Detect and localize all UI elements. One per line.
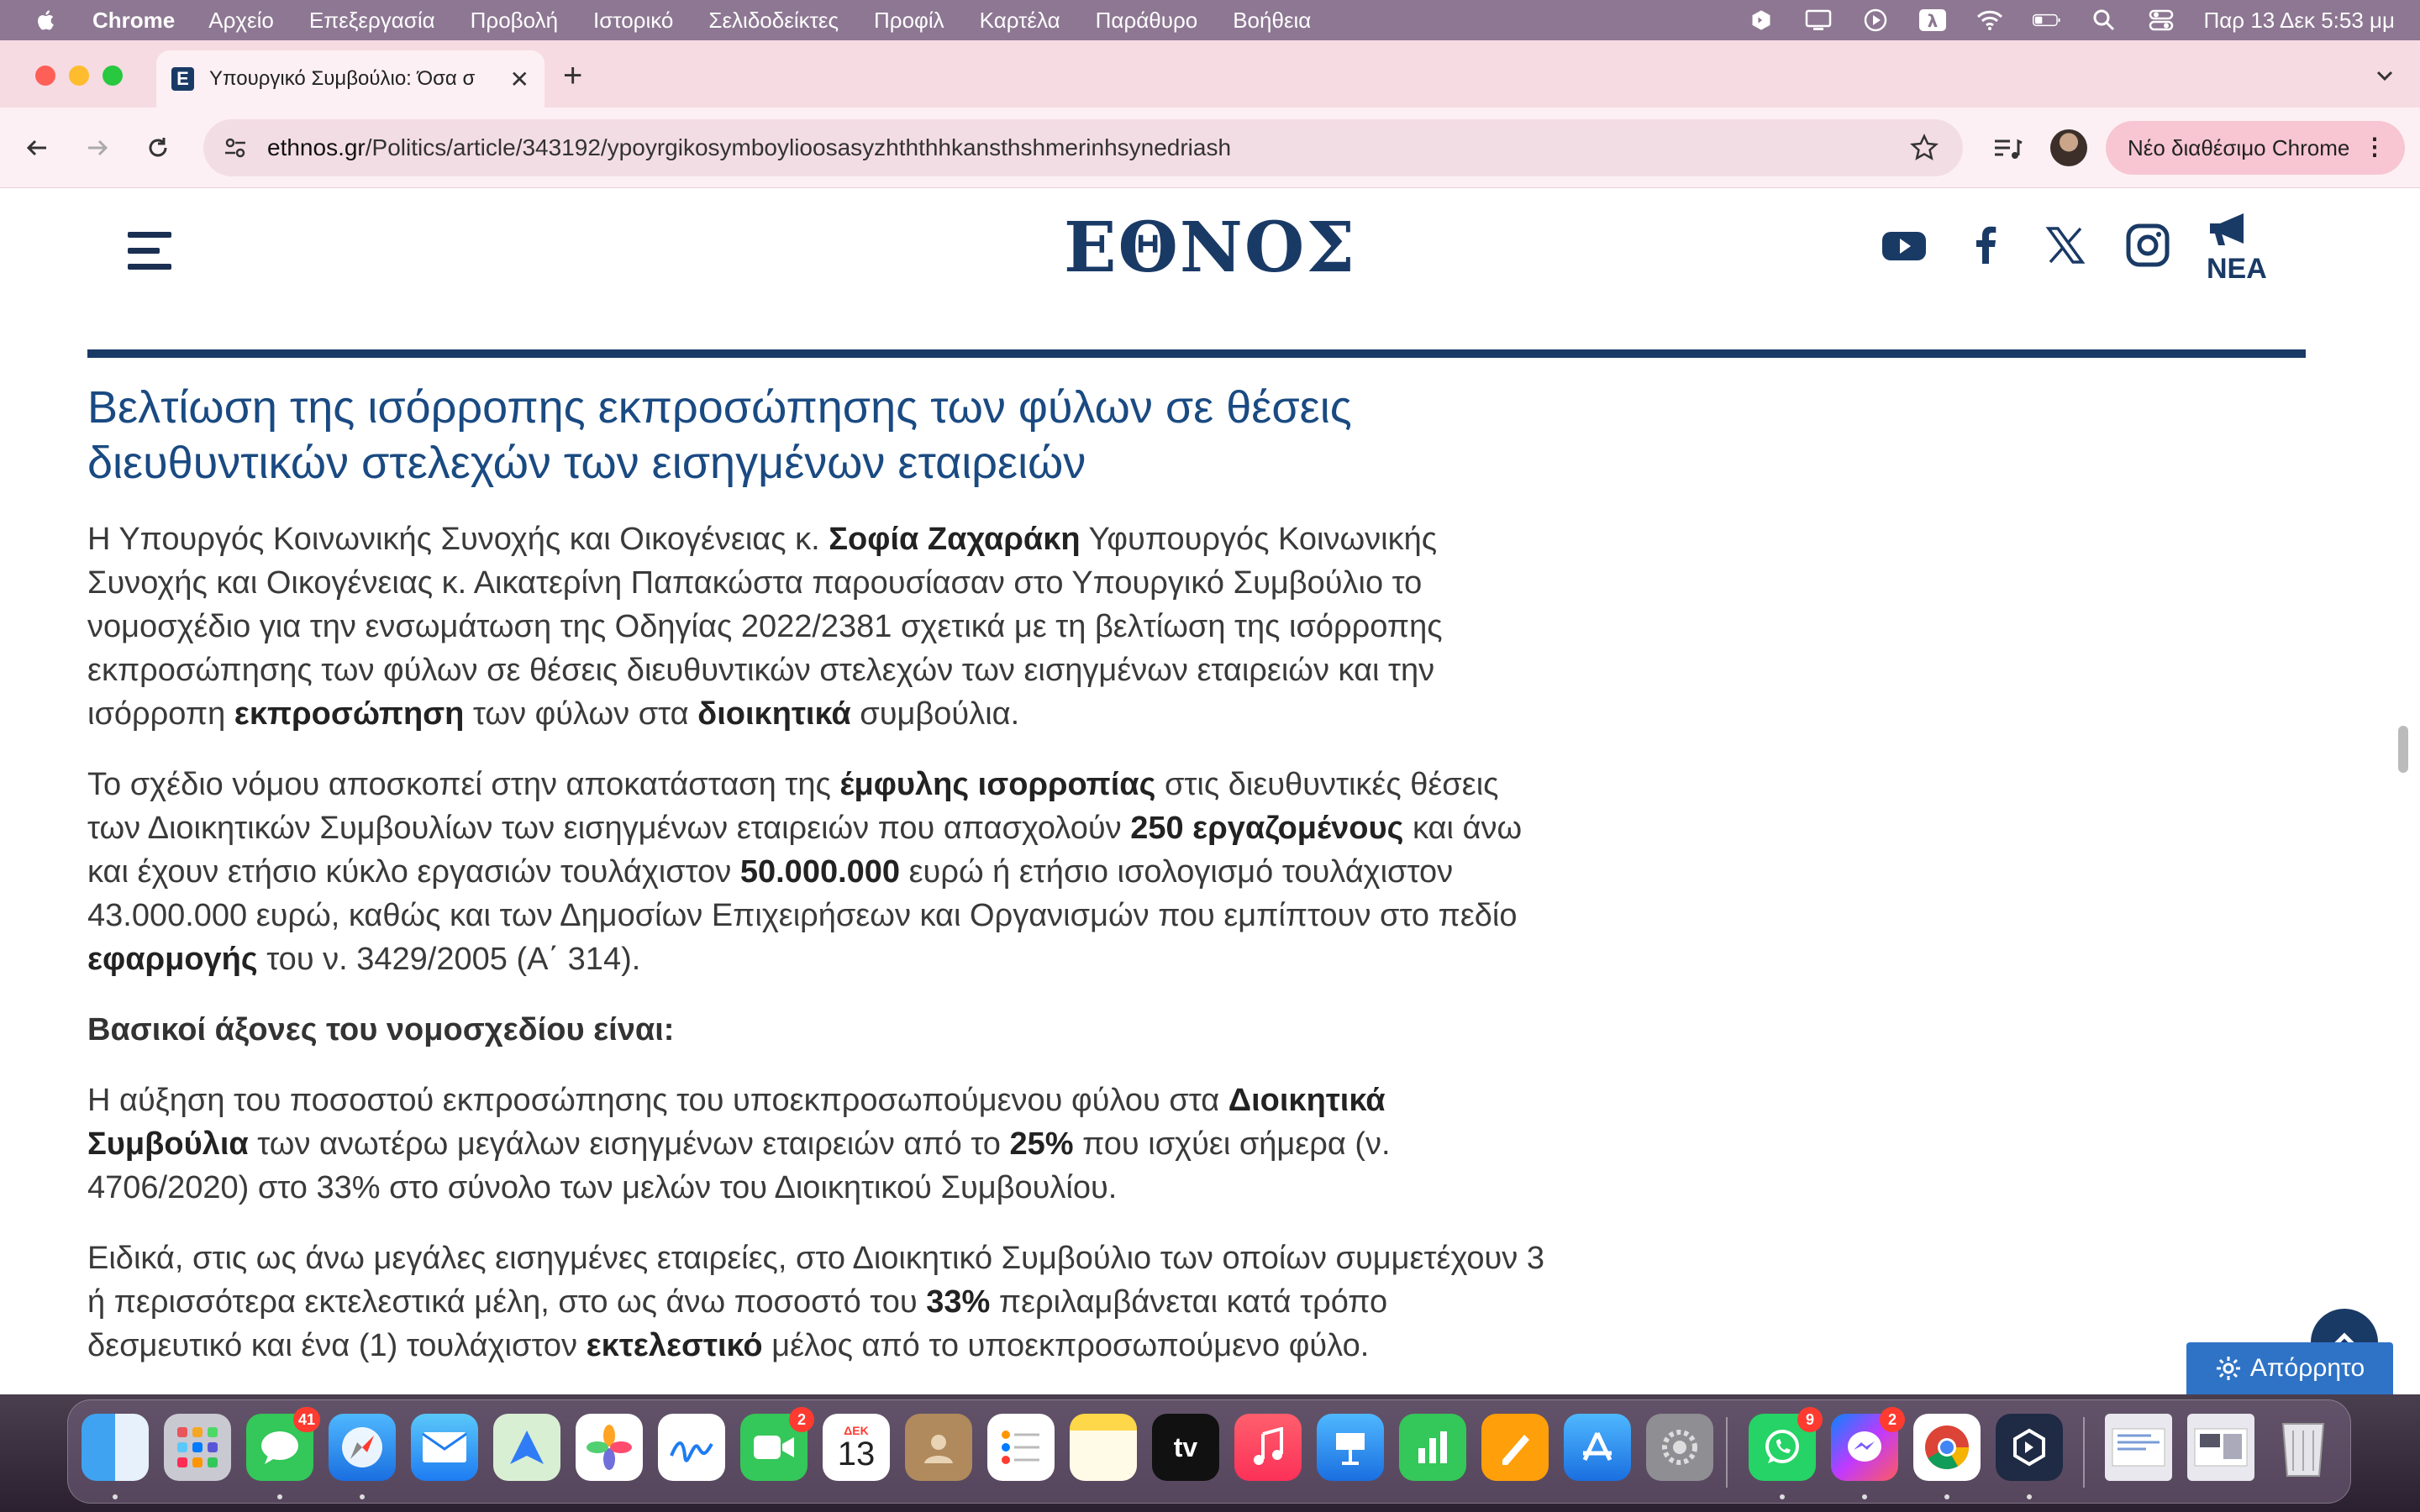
privacy-settings-button[interactable]	[2186, 1342, 2393, 1394]
more-menu-icon[interactable]: ⋮	[2363, 134, 2386, 160]
menu-history[interactable]: Ιστορικό	[593, 7, 674, 33]
downloads-stack-icon[interactable]	[2105, 1414, 2172, 1481]
menubar-status-area	[1747, 0, 2396, 40]
messenger-icon[interactable]	[1831, 1410, 1898, 1481]
screen-mirroring-icon[interactable]	[1804, 8, 1833, 32]
apple-tv-icon[interactable]	[1152, 1414, 1219, 1481]
spotlight-search-icon[interactable]	[2090, 8, 2118, 32]
freeform-icon[interactable]	[658, 1414, 725, 1481]
page-scrollbar-thumb[interactable]	[2398, 726, 2408, 773]
calendar-day: 13	[837, 1436, 876, 1473]
menu-app-name[interactable]: Chrome	[92, 7, 176, 33]
apple-tv-label: tv	[1173, 1431, 1198, 1462]
article-subheading: Βασικοί άξονες του νομοσχεδίου είναι:	[87, 1012, 675, 1047]
chrome-window	[0, 40, 2420, 1394]
url-text	[267, 134, 1231, 161]
desktop-background	[0, 1394, 2420, 1512]
pages-icon[interactable]	[1481, 1414, 1549, 1481]
dock-separator	[1726, 1417, 1728, 1488]
menu-bookmarks[interactable]: Σελιδοδείκτες	[708, 7, 839, 33]
gear-icon	[2215, 1355, 2242, 1382]
messenger-badge: 2	[1880, 1407, 1905, 1432]
menu-tab[interactable]: Καρτέλα	[979, 7, 1060, 33]
dock-running-indicator	[113, 1494, 118, 1499]
header-divider	[87, 349, 2306, 358]
forward-button[interactable]	[81, 131, 114, 165]
article-paragraph-4: Ειδικά, στις ως άνω μεγάλες εισηγμένες εταιρείες, στο Διοικητικό Συμβούλιο των οποίων συμμετέχουν 3 ή περισσότερα εκτελεστικά μέλη, στο ως άνω ποσοστό του 33% περιλαμβάνεται κατά τρόπο δεσμευτικό και ένα (1) τουλάχιστον εκτελεστικό μέλος από το υποεκπροσωπούμενο φύλο.	[87, 1241, 1544, 1363]
menu-view[interactable]: Προβολή	[470, 7, 559, 33]
privacy-label: Απόρρητο	[2249, 1354, 2365, 1382]
calendar-month: ΔΕΚ	[844, 1424, 869, 1437]
dock-running-indicator	[360, 1494, 365, 1499]
address-bar[interactable]	[203, 119, 1963, 176]
tab-strip	[0, 40, 2420, 108]
ethnos-logo[interactable]: ΕΘΝΟΣ	[1064, 207, 1357, 288]
chrome-icon[interactable]	[1913, 1414, 1981, 1481]
hamburger-menu-icon[interactable]	[128, 232, 171, 270]
svg-text:λ: λ	[1927, 11, 1938, 31]
menubar-clock[interactable]: Παρ 13 Δεκ 5:53 μμ	[2203, 7, 2395, 33]
music-icon[interactable]	[1234, 1414, 1302, 1481]
back-button[interactable]	[20, 131, 54, 165]
window-zoom-button[interactable]	[103, 66, 123, 86]
dock-running-indicator	[1862, 1494, 1867, 1499]
article-body	[87, 380, 1549, 1394]
forward-arrow-icon	[85, 135, 110, 160]
tab-active[interactable]	[156, 50, 544, 108]
menu-profile[interactable]: Προφίλ	[874, 7, 944, 33]
safari-icon[interactable]	[329, 1414, 396, 1481]
site-settings-icon[interactable]	[220, 133, 250, 163]
menu-help[interactable]: Βοήθεια	[1233, 7, 1312, 33]
whatsapp-badge: 9	[1797, 1407, 1823, 1432]
chrome-update-label: Νέο διαθέσιμο Chrome	[2128, 134, 2350, 160]
menu-window[interactable]: Παράθυρο	[1095, 7, 1198, 33]
tab-close-icon[interactable]: ✕	[509, 66, 529, 92]
menu-edit[interactable]: Επεξεργασία	[308, 7, 435, 33]
calendar-icon[interactable]	[823, 1414, 890, 1481]
wifi-icon[interactable]	[1975, 8, 2004, 32]
photos-icon[interactable]	[576, 1414, 643, 1481]
screenshots-stack-icon[interactable]	[2187, 1414, 2254, 1481]
battery-icon[interactable]	[2033, 8, 2061, 32]
trash-icon[interactable]	[2270, 1414, 2337, 1481]
nea-megaphone-link[interactable]	[2207, 212, 2267, 287]
media-controls-icon[interactable]	[1990, 133, 2023, 166]
dock-running-indicator	[2027, 1494, 2032, 1499]
window-close-button[interactable]	[35, 66, 55, 86]
dock-separator	[2083, 1417, 2085, 1488]
macos-dock	[67, 1399, 2351, 1504]
maps-icon[interactable]	[493, 1414, 560, 1481]
reminders-icon[interactable]	[987, 1414, 1055, 1481]
control-center-icon[interactable]	[2147, 8, 2175, 32]
launchpad-icon[interactable]	[164, 1414, 231, 1481]
article-paragraph-2: Το σχέδιο νόμου αποσκοπεί στην αποκατάσταση της έμφυλης ισορροπίας στις διευθυντικές θέσεις των Διοικητικών Συμβουλίων των εισηγμένων εταιρειών που απασχολούν 250 εργαζομένους και άνω και έχουν ετήσιο κύκλο εργασιών τουλάχιστον 50.000.000 ευρώ ή ετήσιο ισολογισμό τουλάχιστον 43.000.000 ευρώ, καθώς και των Δημοσίων Επιχειρήσεων και Οργανισμών που εμπίπτουν στο πεδίο εφαρμογής του ν. 3429/2005 (Α΄ 314).	[87, 767, 1523, 977]
youtube-icon[interactable]	[1881, 222, 1928, 269]
chrome-update-button[interactable]	[2106, 121, 2405, 175]
article-section-heading: Βελτίωση της ισόρροπης εκπροσώπησης των φύλων σε θέσεις διευθυντικών στελεχών των εισηγμένων εταιρειών	[87, 382, 1352, 488]
facetime-badge: 2	[789, 1407, 814, 1432]
x-twitter-icon[interactable]	[2042, 222, 2089, 269]
dock-running-indicator	[1780, 1494, 1785, 1499]
mail-icon[interactable]	[411, 1414, 478, 1481]
article-paragraph-3: Η αύξηση του ποσοστού εκπροσώπησης του υποεκπροσωπούμενου φύλου στα Διοικητικά Συμβούλια των ανωτέρω μεγάλων εισηγμένων εταιρειών από το 25% που ισχύει σήμερα (ν. 4706/2020) στο 33% στο σύνολο των μελών του Διοικητικού Συμβουλίου.	[87, 1083, 1391, 1205]
nea-label: NEA	[2207, 253, 2267, 285]
window-minimize-button[interactable]	[69, 66, 89, 86]
finder-icon[interactable]	[82, 1414, 149, 1481]
tab-search-chevron-icon[interactable]	[2370, 60, 2400, 91]
profile-avatar[interactable]	[2050, 129, 2087, 166]
media-play-icon[interactable]	[1861, 8, 1890, 32]
ethnos-favicon-icon: Ε	[171, 67, 194, 91]
megaphone-icon	[2207, 212, 2254, 247]
tab-title: Υπουργικό Συμβούλιο: Όσα σ	[209, 67, 476, 90]
notes-icon[interactable]	[1070, 1414, 1137, 1481]
web-page	[0, 188, 2420, 1394]
instagram-icon[interactable]	[2124, 222, 2171, 269]
new-tab-button[interactable]: +	[563, 57, 583, 94]
macos-menubar	[0, 0, 2420, 40]
app-store-icon[interactable]	[1564, 1414, 1631, 1481]
reload-button[interactable]	[141, 131, 175, 165]
bookmark-star-icon[interactable]	[1909, 133, 1939, 163]
url-host: ethnos.gr	[267, 134, 366, 160]
dock-running-indicator	[277, 1494, 282, 1499]
url-path: /Politics/article/343192/ypoyrgikosymboylioosasyzhththhkansthshmerinhsynedriash	[365, 134, 1232, 160]
keynote-icon[interactable]	[1317, 1414, 1384, 1481]
facebook-icon[interactable]	[1963, 222, 2010, 269]
whatsapp-icon[interactable]	[1749, 1410, 1816, 1481]
reload-icon	[145, 135, 171, 160]
back-arrow-icon	[24, 135, 50, 160]
apple-menu-icon[interactable]	[34, 8, 59, 33]
system-settings-icon[interactable]	[1646, 1414, 1713, 1481]
lambda-icon[interactable]	[1918, 8, 1947, 32]
menu-file[interactable]: Αρχείο	[208, 7, 274, 33]
dock-running-indicator	[1944, 1494, 1949, 1499]
facetime-icon[interactable]	[740, 1410, 808, 1481]
messages-icon[interactable]	[246, 1410, 315, 1481]
devin-status-icon[interactable]	[1747, 8, 1776, 32]
article-paragraph-1: Η Υπουργός Κοινωνικής Συνοχής και Οικογένειας κ. Σοφία Ζαχαράκη Υφυπουργός Κοινωνικής Συνοχής και Οικογένειας κ. Αικατερίνη Παπακώστα παρουσίασαν στο Υπουργικό Συμβούλιο το νομοσχέδιο για την ενσωμάτωση της Οδηγίας 2022/2381 σχετικά με τη βελτίωση της ισόρροπης εκπροσώπησης των φύλων σε θέσεις διευθυντικών στελεχών των εισηγμένων εταιρειών και την ισόρροπη εκπροσώπηση των φύλων στα διοικητικά συμβούλια.	[87, 522, 1443, 732]
messages-badge: 41	[293, 1407, 320, 1432]
numbers-icon[interactable]	[1399, 1414, 1466, 1481]
browser-toolbar	[0, 108, 2420, 188]
devin-app-icon[interactable]	[1996, 1414, 2063, 1481]
contacts-icon[interactable]	[905, 1414, 972, 1481]
